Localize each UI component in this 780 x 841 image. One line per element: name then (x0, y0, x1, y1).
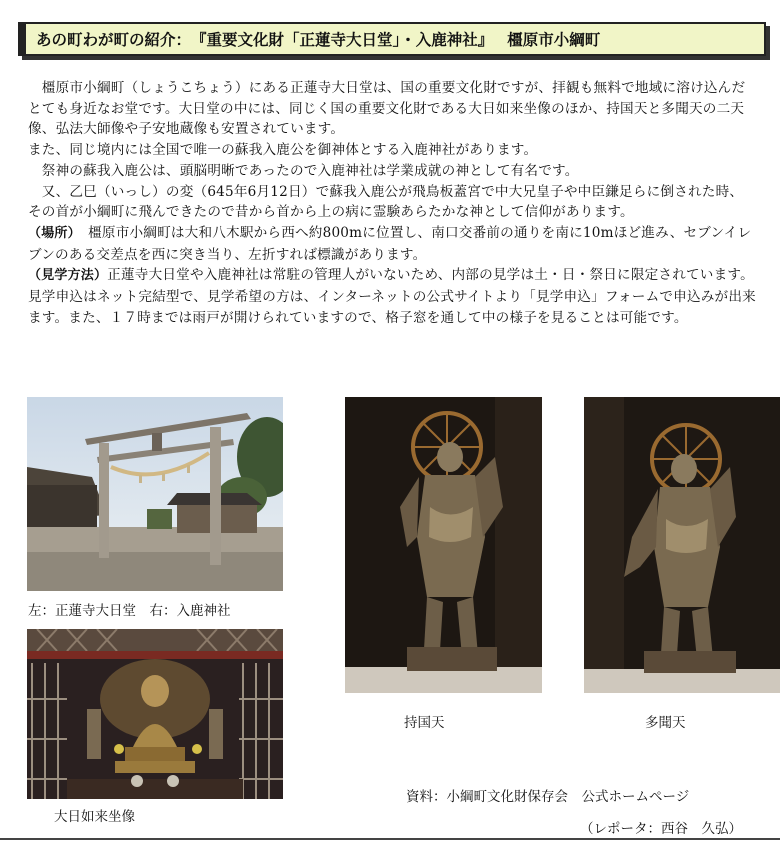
source-credit: 資料：小綱町文化財保存会 公式ホームページ (406, 789, 690, 805)
paragraph-intro: 橿原市小綱町（しょうこちょう）にある正蓮寺大日堂は、国の重要文化財ですが、拝観も無料で地域に溶け込んだとても身近なお堂です。大日堂の中には、同じく国の重要文化財である大日如来坐像のほか、持国天と多聞天の二天像、弘法大師像や子安地蔵像も安置されています。 (28, 80, 746, 138)
title-prefix: あの町わが町の紹介： (36, 31, 192, 49)
article-body (28, 78, 756, 328)
tamonten-photo (584, 397, 780, 693)
paragraph-deity: 祭神の蘇我入鹿公は、頭脳明晰であったので入鹿神社は学業成就の神として有名です。 (28, 162, 579, 179)
paragraph-history: 又、乙巳（いっし）の変（645年6月12日）で蘇我入鹿公が飛鳥板蓋宮で中大兄皇子や中臣鎌足らに倒された時、その首が小綱町に飛んできたので昔から首から上の病に霊験あらたかな神として信仰があります。 (28, 183, 744, 221)
caption-jikokuten: 持国天 (404, 715, 445, 731)
visit-text: 正蓮寺大日堂や入鹿神社は常駐の管理人がいないため、内部の見学は土・日・祭日に限定されています。見学申込はネット完結型で、見学希望の方は、インターネットの公式サイトより「見学申込」フォームで申込みが出来ます。また、１７時までは雨戸が開けられていますので、格子窓を通して中の様子を見ることは可能です。 (28, 267, 756, 326)
paragraph-shrine: また、同じ境内には全国で唯一の蘇我入鹿公を御神体とする入鹿神社があります。 (28, 142, 538, 159)
bottom-divider (0, 838, 780, 840)
dainichi-photo (27, 629, 283, 799)
place-label: （場所） (28, 225, 75, 241)
title-main: 『重要文化財「正蓮寺大日堂」・入鹿神社』 (191, 31, 494, 49)
caption-dainichi: 大日如来坐像 (54, 809, 135, 825)
paragraph-visit (28, 265, 756, 328)
place-text: 橿原市小綱町は大和八木駅から西へ約800mに位置し、南口交番前の通りを南に10mほど進み、セブンイレブンのある交差点を西に突き当り、左折すれば標識があります。 (28, 224, 752, 263)
caption-tamonten: 多聞天 (645, 715, 686, 731)
jikokuten-photo (345, 397, 542, 693)
title-location: 橿原市小綱町 (507, 31, 601, 49)
paragraph-place (28, 223, 756, 265)
visit-label: （見学方法） (28, 268, 108, 284)
caption-torii: 左：正蓮寺大日堂 右：入鹿神社 (28, 603, 231, 619)
torii-photo (27, 397, 283, 591)
article-title-banner (18, 22, 766, 56)
reporter-credit: （レポータ：西谷 久弘） (580, 821, 742, 837)
